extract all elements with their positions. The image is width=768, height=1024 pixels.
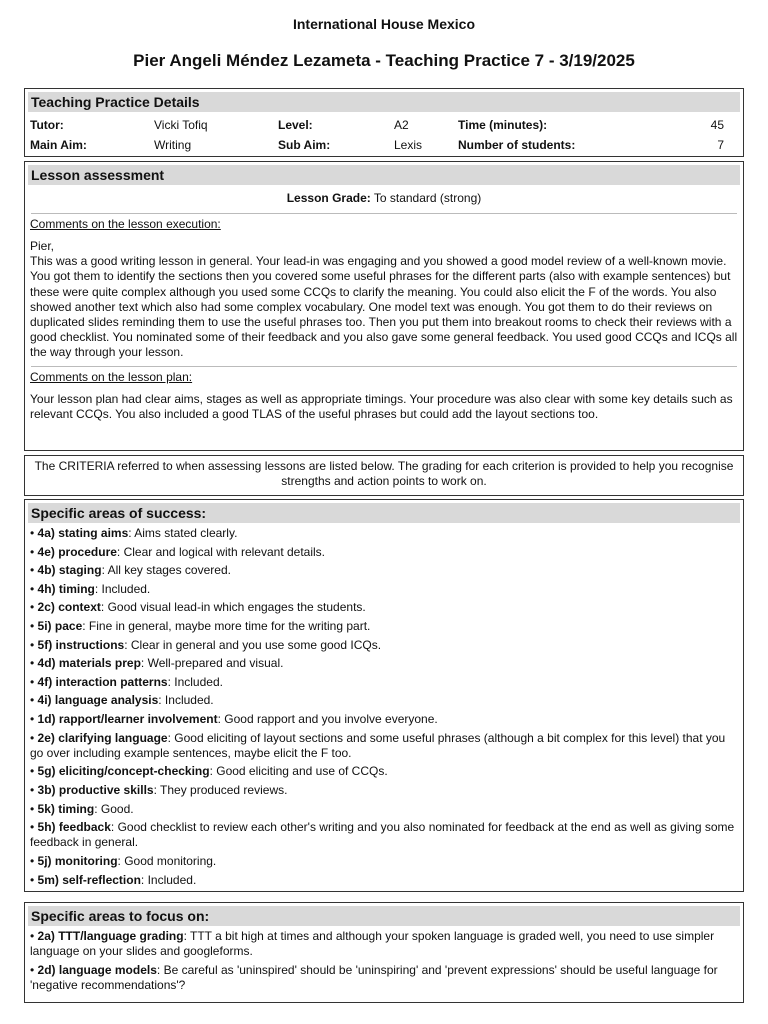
- bullet: •: [30, 581, 38, 596]
- criterion-key: 4e) procedure: [37, 544, 117, 559]
- criterion-comment: : Clear and logical with relevant details.: [116, 544, 326, 559]
- bullet: •: [30, 801, 38, 816]
- tutor-label: Tutor:: [30, 118, 64, 132]
- bullet: •: [30, 820, 38, 835]
- criterion-comment: : Included.: [94, 581, 151, 596]
- criterion-key: 2c) context: [37, 600, 101, 615]
- grade-label: Lesson Grade:: [286, 191, 371, 205]
- criterion-item: [30, 638, 738, 653]
- criterion-item: [30, 619, 738, 634]
- criterion-key: 2d) language models: [37, 962, 157, 977]
- bullet: •: [30, 563, 38, 578]
- success-section: [24, 499, 744, 892]
- execution-greeting: Pier,: [30, 239, 55, 253]
- criterion-key: 5g) eliciting/concept-checking: [37, 764, 210, 779]
- criterion-comment: : Good rapport and you involve everyone.: [217, 711, 438, 726]
- bullet: •: [30, 674, 38, 689]
- criterion-key: 2a) TTT/language grading: [37, 929, 184, 943]
- focus-list: [25, 929, 743, 993]
- criterion-comment: : Good checklist to review each other's writing and you also nominated for feedback at the end as well as giving some feedback in general.: [30, 820, 735, 850]
- criterion-comment: : All key stages covered.: [101, 563, 231, 578]
- execution-comments: This was a good writing lesson in general. Your lead-in was engaging and you showed a good model review of a well-known movie. You got them to identify the sections then you covered some useful phrases for the different parts (also with example sentences) but these were quite complex although you used some CCQs to clarify the meaning. You could also elicit the F of the words. You also showed another text which also had some complex vocabulary. One model text was enough. You got them to do their reviews on duplicated slides reminding them to use the useful phrases too. Then you put them into breakout rooms to check their reviews with a good checklist. You nominated some of their feedback and you also gave some general feedback. You used good CCQs and ICQs all the way through your lesson.: [30, 254, 738, 360]
- divider: [31, 366, 737, 367]
- success-heading: Specific areas of success:: [28, 503, 740, 523]
- time-value: 45: [710, 118, 724, 132]
- criterion-key: 3b) productive skills: [37, 782, 154, 797]
- page-title: Pier Angeli Méndez Lezameta - Teaching Practice 7 - 3/19/2025: [133, 51, 635, 70]
- organization-name: International House Mexico: [292, 16, 476, 32]
- bullet: •: [30, 962, 38, 977]
- sub-aim-value: Lexis: [394, 138, 423, 152]
- level-label: Level:: [278, 118, 313, 132]
- bullet: •: [30, 711, 38, 726]
- students-value: 7: [717, 138, 724, 152]
- criterion-comment: : Aims stated clearly.: [128, 526, 238, 540]
- sub-aim-label: Sub Aim:: [278, 138, 331, 152]
- criterion-item: [30, 712, 738, 727]
- main-aim-value: Writing: [154, 138, 192, 152]
- tutor-value: Vicki Tofiq: [154, 118, 208, 132]
- criterion-item: [30, 563, 738, 578]
- details-heading: Teaching Practice Details: [28, 92, 740, 112]
- criterion-comment: : Included.: [158, 693, 214, 708]
- success-list: [25, 526, 743, 888]
- criterion-item: [30, 582, 738, 597]
- criterion-key: 5j) monitoring: [37, 853, 118, 868]
- criterion-item: [30, 545, 738, 560]
- students-label: Number of students:: [458, 138, 576, 152]
- bullet: •: [30, 929, 38, 943]
- bullet: •: [30, 764, 38, 779]
- bullet: •: [30, 656, 38, 671]
- criterion-key: 2e) clarifying language: [37, 730, 168, 745]
- criterion-item: [30, 656, 738, 671]
- bullet: •: [30, 544, 38, 559]
- criterion-key: 4a) stating aims: [37, 526, 129, 540]
- criteria-note-box: [24, 455, 744, 496]
- bullet: •: [30, 730, 38, 745]
- criterion-comment: : Included.: [167, 674, 223, 689]
- criteria-note: The CRITERIA referred to when assessing lessons are listed below. The grading for each criterion is provided to help you recognise strengths and action points to work on.: [34, 459, 734, 488]
- focus-section: [24, 902, 744, 1003]
- criterion-item: [30, 929, 738, 959]
- criterion-comment: : They produced reviews.: [153, 782, 288, 797]
- criterion-key: 4b) staging: [37, 563, 102, 578]
- criterion-key: 4h) timing: [37, 581, 95, 596]
- execution-heading: Comments on the lesson execution:: [30, 217, 221, 231]
- criterion-item: [30, 873, 738, 888]
- criterion-comment: : Clear in general and you use some good ICQs.: [124, 637, 382, 652]
- criterion-comment: : Good visual lead-in which engages the students.: [100, 600, 366, 615]
- main-aim-label: Main Aim:: [30, 138, 87, 152]
- criterion-item: [30, 693, 738, 708]
- bullet: •: [30, 526, 38, 540]
- lesson-grade: [25, 191, 743, 205]
- criterion-key: 4d) materials prep: [37, 656, 141, 671]
- criterion-comment: : Good eliciting of layout sections and some useful phrases (although a bit complex for this level) that you go over including example sentences, maybe elicit the F too.: [30, 730, 726, 760]
- criterion-item: [30, 731, 738, 761]
- grade-value: To standard (strong): [370, 191, 482, 205]
- criterion-comment: : Included.: [140, 872, 197, 887]
- criterion-key: 5m) self-reflection: [37, 872, 141, 887]
- bullet: •: [30, 618, 38, 633]
- assessment-heading: Lesson assessment: [28, 165, 740, 185]
- criterion-comment: : Be careful as 'uninspired' should be 'uninspiring' and 'prevent expressions' should be useful language for 'negative recommendations'?: [30, 962, 718, 992]
- bullet: •: [30, 693, 38, 708]
- focus-heading: Specific areas to focus on:: [28, 906, 740, 926]
- details-grid: [25, 115, 743, 155]
- criterion-item: [30, 600, 738, 615]
- assessment-section: [24, 161, 744, 451]
- criterion-key: 5i) pace: [37, 618, 83, 633]
- criterion-item: [30, 802, 738, 817]
- criterion-comment: : Fine in general, maybe more time for the writing part.: [82, 618, 371, 633]
- details-section: [24, 88, 744, 157]
- criterion-key: 5f) instructions: [37, 637, 125, 652]
- bullet: •: [30, 637, 38, 652]
- criterion-key: 4i) language analysis: [37, 693, 159, 708]
- plan-comments: Your lesson plan had clear aims, stages as well as appropriate timings. Your procedure was also clear with some key details such as relevant CCQs. You also included a good TLAS of the useful phrases but could add the layout sections too.: [30, 391, 733, 421]
- plan-heading: Comments on the lesson plan:: [30, 369, 193, 384]
- criterion-item: [30, 526, 738, 541]
- time-label: Time (minutes):: [458, 118, 548, 132]
- criterion-key: 4f) interaction patterns: [37, 674, 168, 689]
- criterion-comment: : Well-prepared and visual.: [140, 656, 284, 671]
- criterion-key: 5h) feedback: [37, 820, 111, 835]
- criterion-item: [30, 854, 738, 869]
- bullet: •: [30, 853, 38, 868]
- criterion-item: [30, 675, 738, 690]
- criterion-item: [30, 764, 738, 779]
- bullet: •: [30, 872, 38, 887]
- criterion-comment: : TTT a bit high at times and although your spoken language is graded well, you need to use simpler language on your slides and googleforms.: [30, 929, 715, 959]
- bullet: •: [30, 782, 38, 797]
- criterion-comment: : Good.: [94, 801, 134, 816]
- level-value: A2: [394, 118, 409, 132]
- criterion-comment: : Good eliciting and use of CCQs.: [209, 764, 388, 779]
- divider: [31, 213, 737, 214]
- bullet: •: [30, 600, 38, 615]
- criterion-item: [30, 783, 738, 798]
- criterion-key: 5k) timing: [37, 801, 95, 816]
- criterion-comment: : Good monitoring.: [117, 853, 217, 868]
- criterion-item: [30, 963, 738, 993]
- criterion-item: [30, 820, 738, 850]
- criterion-key: 1d) rapport/learner involvement: [37, 711, 218, 726]
